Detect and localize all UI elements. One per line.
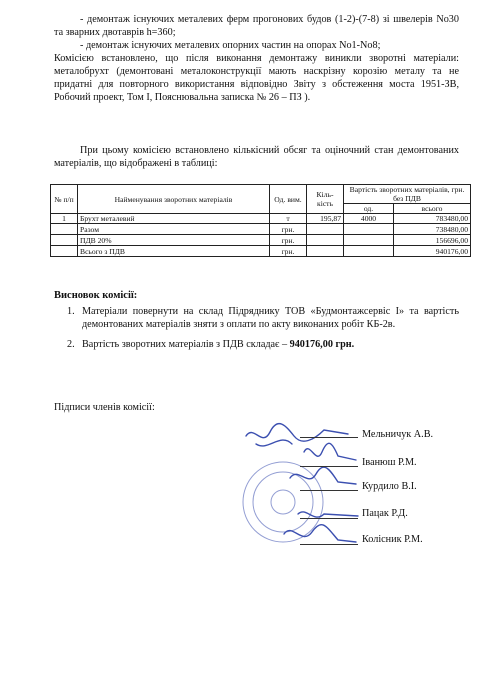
summary-total: 940176,00 — [394, 246, 471, 257]
summary-row-subtotal — [51, 224, 471, 235]
signature-line — [300, 437, 358, 438]
list-item — [54, 305, 459, 331]
signature-line — [300, 466, 358, 467]
materials-table — [50, 184, 471, 257]
row-name: Брухт металевий — [78, 214, 270, 224]
header-cost-group: Вартість зворотних матеріалів, грн. без ПДВ — [344, 185, 471, 204]
row-total: 783480,00 — [394, 214, 471, 224]
signatory-name: Колісник Р.М. — [362, 534, 423, 545]
row-qty: 195,87 — [307, 214, 344, 224]
signatory-name: Курдило В.І. — [362, 481, 417, 492]
summary-label: Разом — [78, 224, 270, 235]
summary-unit: грн. — [270, 246, 307, 257]
table-row — [51, 214, 471, 224]
signature-line — [300, 544, 358, 545]
summary-total: 738480,00 — [394, 224, 471, 235]
summary-label: ПДВ 20% — [78, 235, 270, 246]
header-unit-price: од. — [344, 204, 394, 214]
list-number: 2. — [67, 339, 75, 350]
list-number: 1. — [67, 306, 75, 317]
header-total: всього — [394, 204, 471, 214]
signature-line — [300, 490, 358, 491]
round-stamp — [243, 462, 323, 542]
signatory-name: Іванюш Р.М. — [362, 457, 417, 468]
signatory-name: Мельничук А.В. — [362, 429, 434, 440]
signature-line — [300, 518, 358, 519]
header-unit: Од. вим. — [270, 185, 307, 214]
header-num: № п/п — [51, 185, 78, 214]
signatory-name: Пацак Р.Д. — [362, 508, 408, 519]
row-num: 1 — [51, 214, 78, 224]
header-qty: Кіль-кість — [307, 185, 344, 214]
list-item — [54, 338, 459, 351]
summary-row-grand-total — [51, 246, 471, 257]
stamp-and-signatures-image — [228, 422, 368, 562]
conclusion-heading: Висновок комісії: — [54, 290, 138, 301]
row-unit: т — [270, 214, 307, 224]
signatures-heading: Підписи членів комісії: — [54, 402, 155, 413]
commission-finding-paragraph: Комісією встановлено, що після виконання демонтажу виникли зворотні матеріали: металобрухт (демонтовані металоконструкції мають наскрізну корозію металу та не придатні для повторного використання відповідно Звіту з обстеження моста 1951-ЗВ, Робочий проект, Том І, Пояснювальна записка № 26 – ПЗ ). — [54, 53, 459, 103]
conclusion-list — [54, 305, 459, 351]
row-unit-price: 4000 — [344, 214, 394, 224]
summary-unit: грн. — [270, 224, 307, 235]
summary-unit: грн. — [270, 235, 307, 246]
conclusion-text: Вартість зворотних матеріалів з ПДВ складає – — [82, 339, 288, 350]
table-intro-paragraph — [54, 144, 459, 170]
summary-total: 156696,00 — [394, 235, 471, 246]
intro-paragraphs — [54, 13, 459, 104]
conclusion-text: Матеріали повернути на склад Підряднику ТОВ «Будмонтажсервіс І» та вартість демонтованих матеріалів зняти з оплати по акту виконаних робіт КБ-2в. — [82, 306, 459, 330]
summary-label: Всього з ПДВ — [78, 246, 270, 257]
demolition-bearings-item: - демонтаж існуючих металевих опорних частин на опорах No1-No8; — [80, 40, 381, 51]
table-intro-text: При цьому комісією встановлено кількісний обсяг та оціночний стан демонтованих матеріалів, що відображені в таблиці: — [54, 145, 459, 169]
demolition-trusses-item: - демонтаж існуючих металевих ферм прогонових будов (1-2)-(7-8) зі швелерів No30 та зварних двотаврів h=360; — [54, 14, 459, 38]
summary-row-vat — [51, 235, 471, 246]
conclusion-amount: 940176,00 грн. — [289, 339, 355, 350]
header-name: Найменування зворотних матеріалів — [78, 185, 270, 214]
